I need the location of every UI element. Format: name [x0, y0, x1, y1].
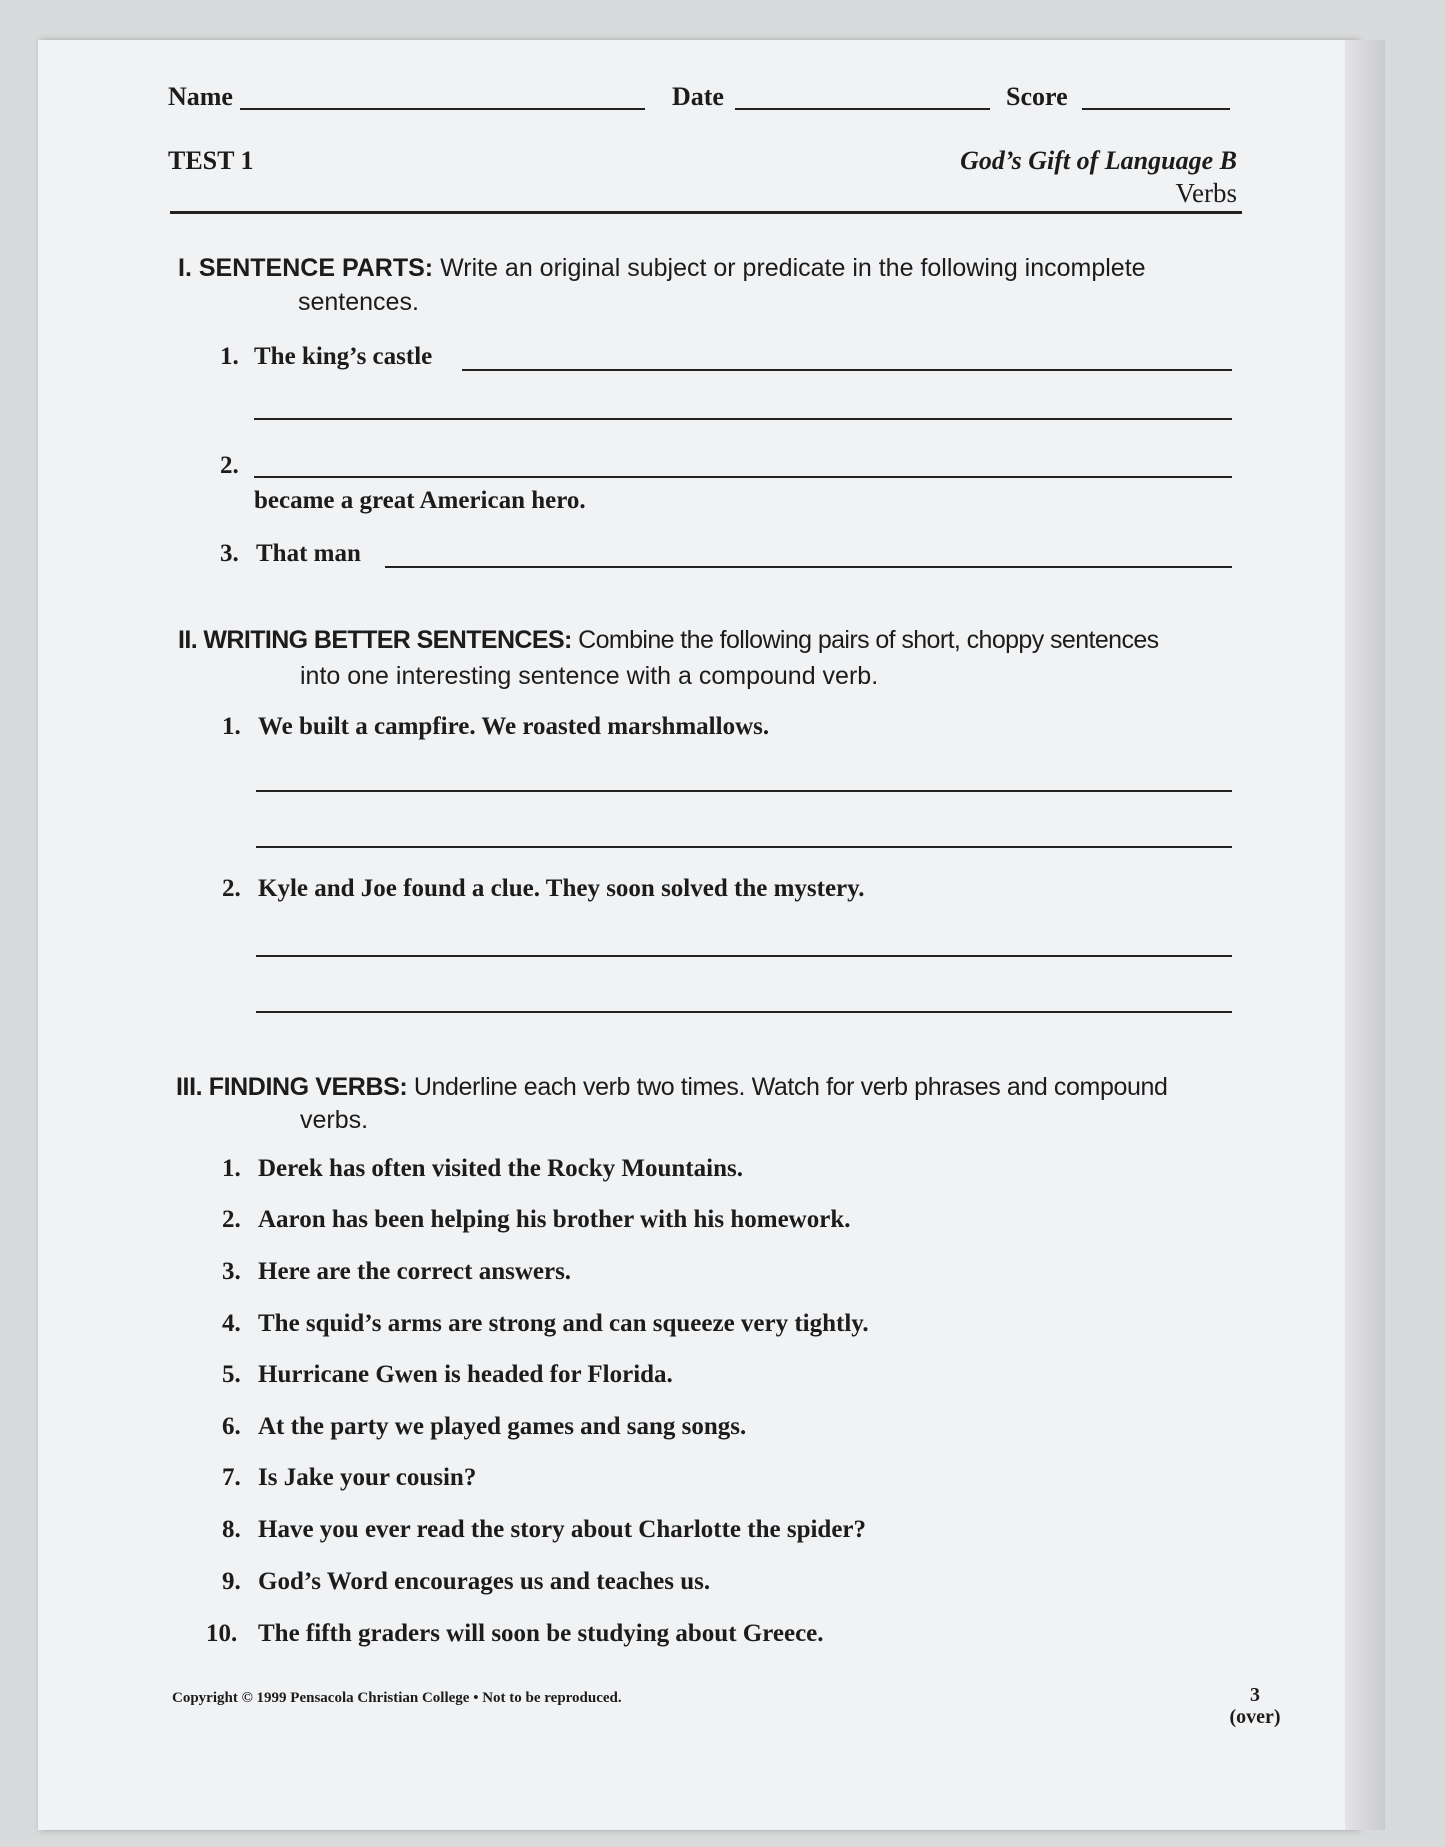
s2-item2-text: Kyle and Joe found a clue. They soon solved the mystery.: [258, 875, 865, 902]
s1-item1-number: 1.: [220, 343, 239, 370]
s3-item5-number: 5.: [222, 1361, 241, 1388]
unit-title: Verbs: [1175, 178, 1237, 208]
test-label: TEST 1: [168, 146, 254, 175]
header-rule: [170, 211, 1242, 214]
section1-title: SENTENCE PARTS:: [198, 254, 434, 282]
s1-item3-text: That man: [256, 540, 361, 567]
score-label: Score: [1006, 82, 1068, 111]
s1-item3-answer-line[interactable]: [385, 566, 1232, 568]
page-number: 3: [1250, 1684, 1260, 1706]
date-field[interactable]: [735, 108, 990, 110]
section2-instruction: Combine the following pairs of short, choppy sentences: [578, 626, 1159, 654]
book-title: God’s Gift of Language B: [960, 146, 1237, 175]
s3-item7-text: Is Jake your cousin?: [258, 1464, 477, 1491]
s1-item2-text: became a great American hero.: [254, 487, 586, 514]
section1-instruction: Write an original subject or predicate in the following incomplete: [440, 254, 1146, 282]
name-label: Name: [168, 82, 233, 111]
s2-item1-answer-line1[interactable]: [256, 790, 1232, 792]
score-field[interactable]: [1082, 108, 1230, 110]
worksheet-page: [38, 40, 1358, 1830]
section3-heading: [176, 1073, 1167, 1102]
section2-heading: [178, 626, 1159, 655]
s3-item10-text: The fifth graders will soon be studying about Greece.: [258, 1620, 824, 1647]
date-label: Date: [672, 82, 724, 111]
section2-instruction-cont: into one interesting sentence with a compound verb.: [300, 662, 879, 690]
s2-item2-number: 2.: [222, 875, 241, 902]
s1-item2-number: 2.: [220, 452, 239, 479]
page-edge: [1345, 40, 1385, 1830]
s3-item9-text: God’s Word encourages us and teaches us.: [258, 1568, 711, 1595]
s2-item1-answer-line2[interactable]: [256, 846, 1232, 848]
s1-item1-answer-line[interactable]: [462, 369, 1232, 371]
s3-item4-number: 4.: [222, 1310, 241, 1337]
s1-item1-text: The king’s castle: [254, 343, 433, 370]
s3-item5-text: Hurricane Gwen is headed for Florida.: [258, 1361, 673, 1388]
section1-numeral: I.: [178, 254, 192, 282]
s3-item7-number: 7.: [222, 1464, 241, 1491]
s3-item8-number: 8.: [222, 1516, 241, 1543]
s3-item9-number: 9.: [222, 1568, 241, 1595]
s3-item6-number: 6.: [222, 1413, 241, 1440]
s3-item4-text: The squid’s arms are strong and can squeeze very tightly.: [258, 1310, 869, 1337]
section3-instruction: Underline each verb two times. Watch for verb phrases and compound: [413, 1073, 1168, 1101]
s1-item3-number: 3.: [220, 540, 239, 567]
section1-heading: [178, 254, 1146, 283]
s2-item2-answer-line1[interactable]: [256, 955, 1232, 957]
section2-numeral: II.: [178, 626, 198, 654]
name-field[interactable]: [240, 108, 645, 110]
copyright-notice: Copyright © 1999 Pensacola Christian College • Not to be reproduced.: [172, 1690, 622, 1706]
s1-item1-answer-line2[interactable]: [254, 418, 1232, 420]
s2-item2-answer-line2[interactable]: [256, 1011, 1232, 1013]
s3-item6-text: At the party we played games and sang songs.: [258, 1413, 747, 1440]
s3-item1-text: Derek has often visited the Rocky Mountains.: [258, 1155, 743, 1182]
s2-item1-number: 1.: [222, 713, 241, 740]
s1-item2-answer-line[interactable]: [254, 476, 1232, 478]
s3-item2-text: Aaron has been helping his brother with his homework.: [258, 1206, 851, 1233]
s3-item10-number: 10.: [206, 1620, 238, 1647]
s2-item1-text: We built a campfire. We roasted marshmallows.: [258, 713, 770, 740]
s3-item1-number: 1.: [222, 1155, 241, 1182]
section3-title: FINDING VERBS:: [208, 1073, 408, 1101]
s3-item8-text: Have you ever read the story about Charlotte the spider?: [258, 1516, 867, 1543]
section1-instruction-cont: sentences.: [298, 288, 419, 316]
s3-item3-text: Here are the correct answers.: [258, 1258, 572, 1285]
section3-instruction-cont: verbs.: [300, 1106, 369, 1134]
s3-item2-number: 2.: [222, 1206, 241, 1233]
section3-numeral: III.: [176, 1073, 203, 1101]
s3-item3-number: 3.: [222, 1258, 241, 1285]
section2-title: WRITING BETTER SENTENCES:: [203, 626, 572, 654]
over-note: (over): [1229, 1706, 1281, 1728]
